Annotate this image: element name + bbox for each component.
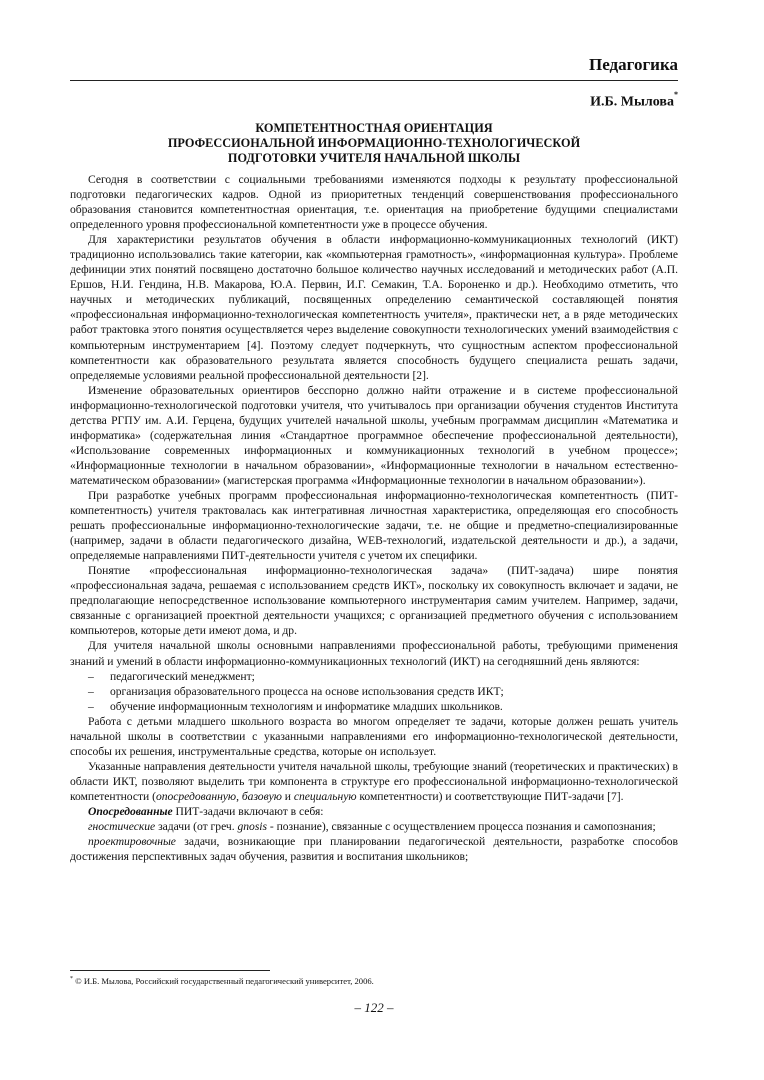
text-run: компетентности) и соответствующие ПИТ-задачи [7]. [356, 789, 624, 803]
author-footnote-mark: * [674, 90, 678, 99]
emphasis: gnosis [237, 820, 267, 834]
paragraph: Изменение образовательных ориентиров бесспорно должно найти отражение и в системе профессиональной информационно-технологической подготовки учителя, что учитывалось при организации обучения студентов Института детства РГПУ им. А.И. Герцена, будущих учителей начальной школы, учебным программам дисциплин «Математика и информатика» (содержательная линия «Стандартное программное обеспечение профессиональной деятельности), «Использование современных информационных и коммуникационных технологий в учебном процессе»; «Информационные технологии в начальном образовании», «Информационные технологии в начальном естественно-математическом образовании» (магистерская программа «Информационные технологии в начальном образовании»). [70, 383, 678, 487]
term: проектировочные [88, 835, 176, 849]
paragraph: Для характеристики результатов обучения в области информационно-коммуникационных технологий (ИКТ) традиционно использовались такие категории, как «компьютерная грамотность», «информационная культура». Проблеме дефиниции этих понятий посвящено достаточно большое количество научных исследований и методических работ (А.П. Ершов, Н.И. Гендина, Н.В. Макарова, Ю.А. Первин, И.Г. Семакин, Т.А. Бороненко и др.). Необходимо отметить, что научных и методических публикаций, посвященных определению семантической составляющей понятия «профессиональная информационно-технологическая компетентность учителя», практически нет, а в ряде методических работ трактовка этого понятия осуществляется через выделение совокупности технологических умений взаимодействия с компьютерным инструментарием [4]. Поэтому следует подчеркнуть, что сущностным аспектом профессиональной компетентности как образовательного результата является способность будущего специалиста решать задачи, определяемые условиями реальной профессиональной деятельности [2]. [70, 233, 678, 382]
footnote-text: © И.Б. Мылова, Российский государственный педагогический университет, 2006. [73, 976, 374, 986]
header-rule [70, 80, 678, 81]
emphasis: базовую [241, 789, 282, 803]
paragraph [70, 819, 678, 834]
paragraph: Сегодня в соответствии с социальными требованиями изменяются подходы к результату профессиональной подготовки педагогических кадров. Одной из приоритетных тенденций совершенствования профессионального образования становится компетентностная ориентация, т.е. ориентация на приобретение будущими специалистами определенного уровня профессиональной компетентности уже в процессе обучения. [70, 173, 678, 232]
footnote-mark: * [70, 976, 73, 983]
text-run: Указанные направления деятельности учителя начальной школы, требующие знаний (теоретических и практических) в области ИКТ, позволяют выделить три компонента в структуре его профессиональной информационно-технологической компетентности ( [70, 759, 678, 803]
text-run: ПИТ-задачи включают в себя: [172, 804, 324, 818]
paragraph: Для учителя начальной школы основными направлениями профессиональной работы, требующими применения знаний и умений в области информационно-коммуникационных технологий (ИКТ) на сегодняшний день являются: [70, 639, 678, 668]
paragraph: Понятие «профессиональная информационно-технологическая задача» (ПИТ-задача) шире понятия «профессиональная задача, решаемая с использованием средств ИКТ», поскольку их совокупность включает и задачи, не предполагающие непосредственное использование компьютерного инструментария самим учителем. Например, задачи, связанные с организацией проектной деятельности учащихся; с организацией предметного обучения с использованием компьютеров, которые дети имеют дома, и др. [70, 564, 678, 638]
paragraph [70, 759, 678, 804]
title-line-2: ПРОФЕССИОНАЛЬНОЙ ИНФОРМАЦИОННО-ТЕХНОЛОГИЧЕСКОЙ [167, 136, 581, 150]
footnote-rule [70, 970, 270, 971]
term: гностические [88, 820, 156, 834]
text-run: , [236, 789, 242, 803]
text-run: задачи (от греч. [155, 820, 238, 834]
article-title [70, 121, 678, 166]
title-line-1: КОМПЕТЕНТНОСТНАЯ ОРИЕНТАЦИЯ [255, 121, 493, 135]
paragraph [70, 834, 678, 864]
text-run: и [281, 789, 294, 803]
list-item: – педагогический менеджмент; [88, 669, 678, 684]
term: Опосредованные [88, 804, 173, 818]
article-body [70, 172, 678, 864]
paragraph: Работа с детьми младшего школьного возраста во многом определяет те задачи, которые должен решать учитель начальной школы в соответствии с указанными направлениями его информационно-технологической деятельности, способы их решения, инструментальные средства, которые он использует. [70, 714, 678, 758]
page-number: – 122 – [354, 1000, 394, 1015]
author [590, 90, 678, 111]
list-item: – обучение информационным технологиям и информатике младших школьников. [88, 699, 678, 714]
emphasis: опосредованную [155, 789, 237, 803]
section-header: Педагогика [589, 55, 678, 74]
text-run: задачи, возникающие при планировании педагогической деятельности, разработке способов достижения перспективных задач обучения, развития и воспитания школьников; [70, 835, 678, 864]
author-name: И.Б. Мылова [590, 94, 674, 110]
paragraph: При разработке учебных программ профессиональная информационно-технологическая компетентность (ПИТ-компетентность) учителя трактовалась как интегративная личностная характеристика, определяющая его способность решать профессиональные информационно-технологические задачи, т.е. не общие и предметно-специализированные (например, задачи в области педагогического дизайна, WEB-технологий, издательской деятельности и др.), а задачи, определяемые направлениями ПИТ-деятельности учителя с учетом их специфики. [70, 488, 678, 563]
emphasis: специальную [293, 789, 357, 803]
directions-list [70, 669, 678, 714]
list-item: – организация образовательного процесса на основе использования средств ИКТ; [88, 684, 678, 699]
title-line-3: ПОДГОТОВКИ УЧИТЕЛЯ НАЧАЛЬНОЙ ШКОЛЫ [227, 151, 521, 165]
text-run: - познание), связанные с осуществлением процесса познания и самопознания; [267, 820, 656, 834]
paragraph [70, 804, 678, 819]
footnote [70, 976, 374, 986]
